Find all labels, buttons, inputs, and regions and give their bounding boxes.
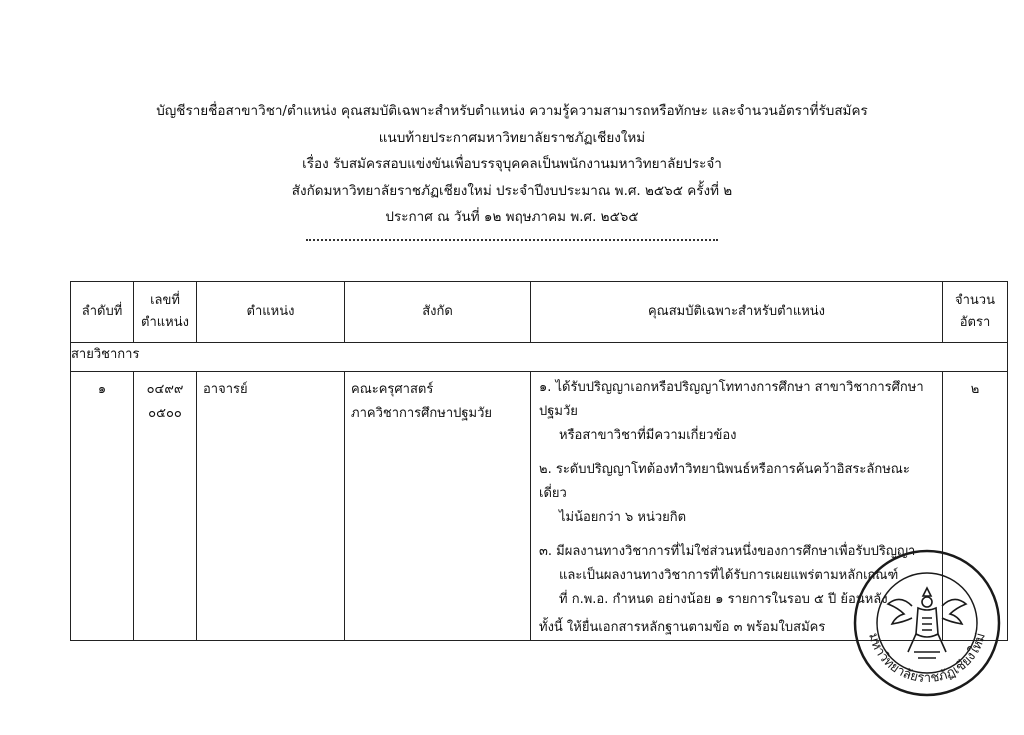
header-subject-line: เรื่อง รับสมัครสอบแข่งขันเพื่อบรรจุบุคคลเป็นพนักงานมหาวิทยาลัยประจำ <box>302 156 722 172</box>
dotted-divider <box>306 239 718 241</box>
section-row <box>71 343 1008 372</box>
document-header <box>0 98 1024 231</box>
header-qualifications: คุณสมบัติเฉพาะสำหรับตำแหน่ง <box>531 282 943 343</box>
header-position-number: เลขที่ ตำแหน่ง <box>134 282 197 343</box>
header-count: จำนวน อัตรา <box>943 282 1008 343</box>
qualification-item-1: ๑. ได้รับปริญญาเอกหรือปริญญาโททางการศึกษา สาขาวิชาการศึกษาปฐมวัย หรือสาขาวิชาที่มีความเกี่ยวข้อง <box>539 380 924 443</box>
header-affiliation: สังกัด <box>345 282 531 343</box>
header-title-line-2: แนบท้ายประกาศมหาวิทยาลัยราชภัฏเชียงใหม่ <box>378 129 646 146</box>
header-title-line-1: บัญชีรายชื่อสาขาวิชา/ตำแหน่ง คุณสมบัติเฉพาะสำหรับตำแหน่ง ความรู้ความสามารถหรือทักษะ และจำนวนอัตราที่รับสมัคร <box>156 103 868 119</box>
table-header-row <box>71 282 1008 343</box>
section-label: สายวิชาการ <box>71 343 1008 372</box>
garuda-emblem-icon <box>888 588 966 658</box>
row-position: อาจารย์ <box>197 372 345 641</box>
university-seal <box>852 548 1002 698</box>
header-no: ลำดับที่ <box>71 282 134 343</box>
qualification-item-2: ๒. ระดับปริญญาโทต้องทำวิทยานิพนธ์หรือการค้นคว้าอิสระลักษณะเดี่ยว ไม่น้อยกว่า ๖ หน่วยกิต <box>539 462 910 525</box>
header-position: ตำแหน่ง <box>197 282 345 343</box>
header-date-line: ประกาศ ณ วันที่ ๑๒ พฤษภาคม พ.ศ. ๒๕๖๕ <box>385 209 639 225</box>
seal-graphic <box>852 548 1002 698</box>
row-position-number: ๐๔๙๙ ๐๕๐๐ <box>134 372 197 641</box>
qualification-note: ทั้งนี้ ให้ยื่นเอกสารหลักฐานตามข้อ ๓ พร้อมใบสมัคร <box>539 620 826 635</box>
seal-text: มหาวิทยาลัยราชภัฏเชียงใหม่ <box>865 631 989 687</box>
row-count: ๒ <box>943 372 1008 641</box>
qualification-item-3: ๓. มีผลงานทางวิชาการที่ไม่ใช่ส่วนหนึ่งของการศึกษาเพื่อรับปริญญา และเป็นผลงานทางวิชาการที่ได้รับการเผยแพร่ตามหลักเกณฑ์ ที่ ก.พ.อ. กำหนด อย่างน้อย ๑ รายการในรอบ ๕ ปี ย้อนหลัง <box>539 544 916 607</box>
row-no: ๑ <box>71 372 134 641</box>
header-affiliation-line: สังกัดมหาวิทยาลัยราชภัฏเชียงใหม่ ประจำปีงบประมาณ พ.ศ. ๒๕๖๕ ครั้งที่ ๒ <box>291 182 733 199</box>
row-affiliation: คณะครุศาสตร์ ภาควิชาการศึกษาปฐมวัย <box>345 372 531 641</box>
